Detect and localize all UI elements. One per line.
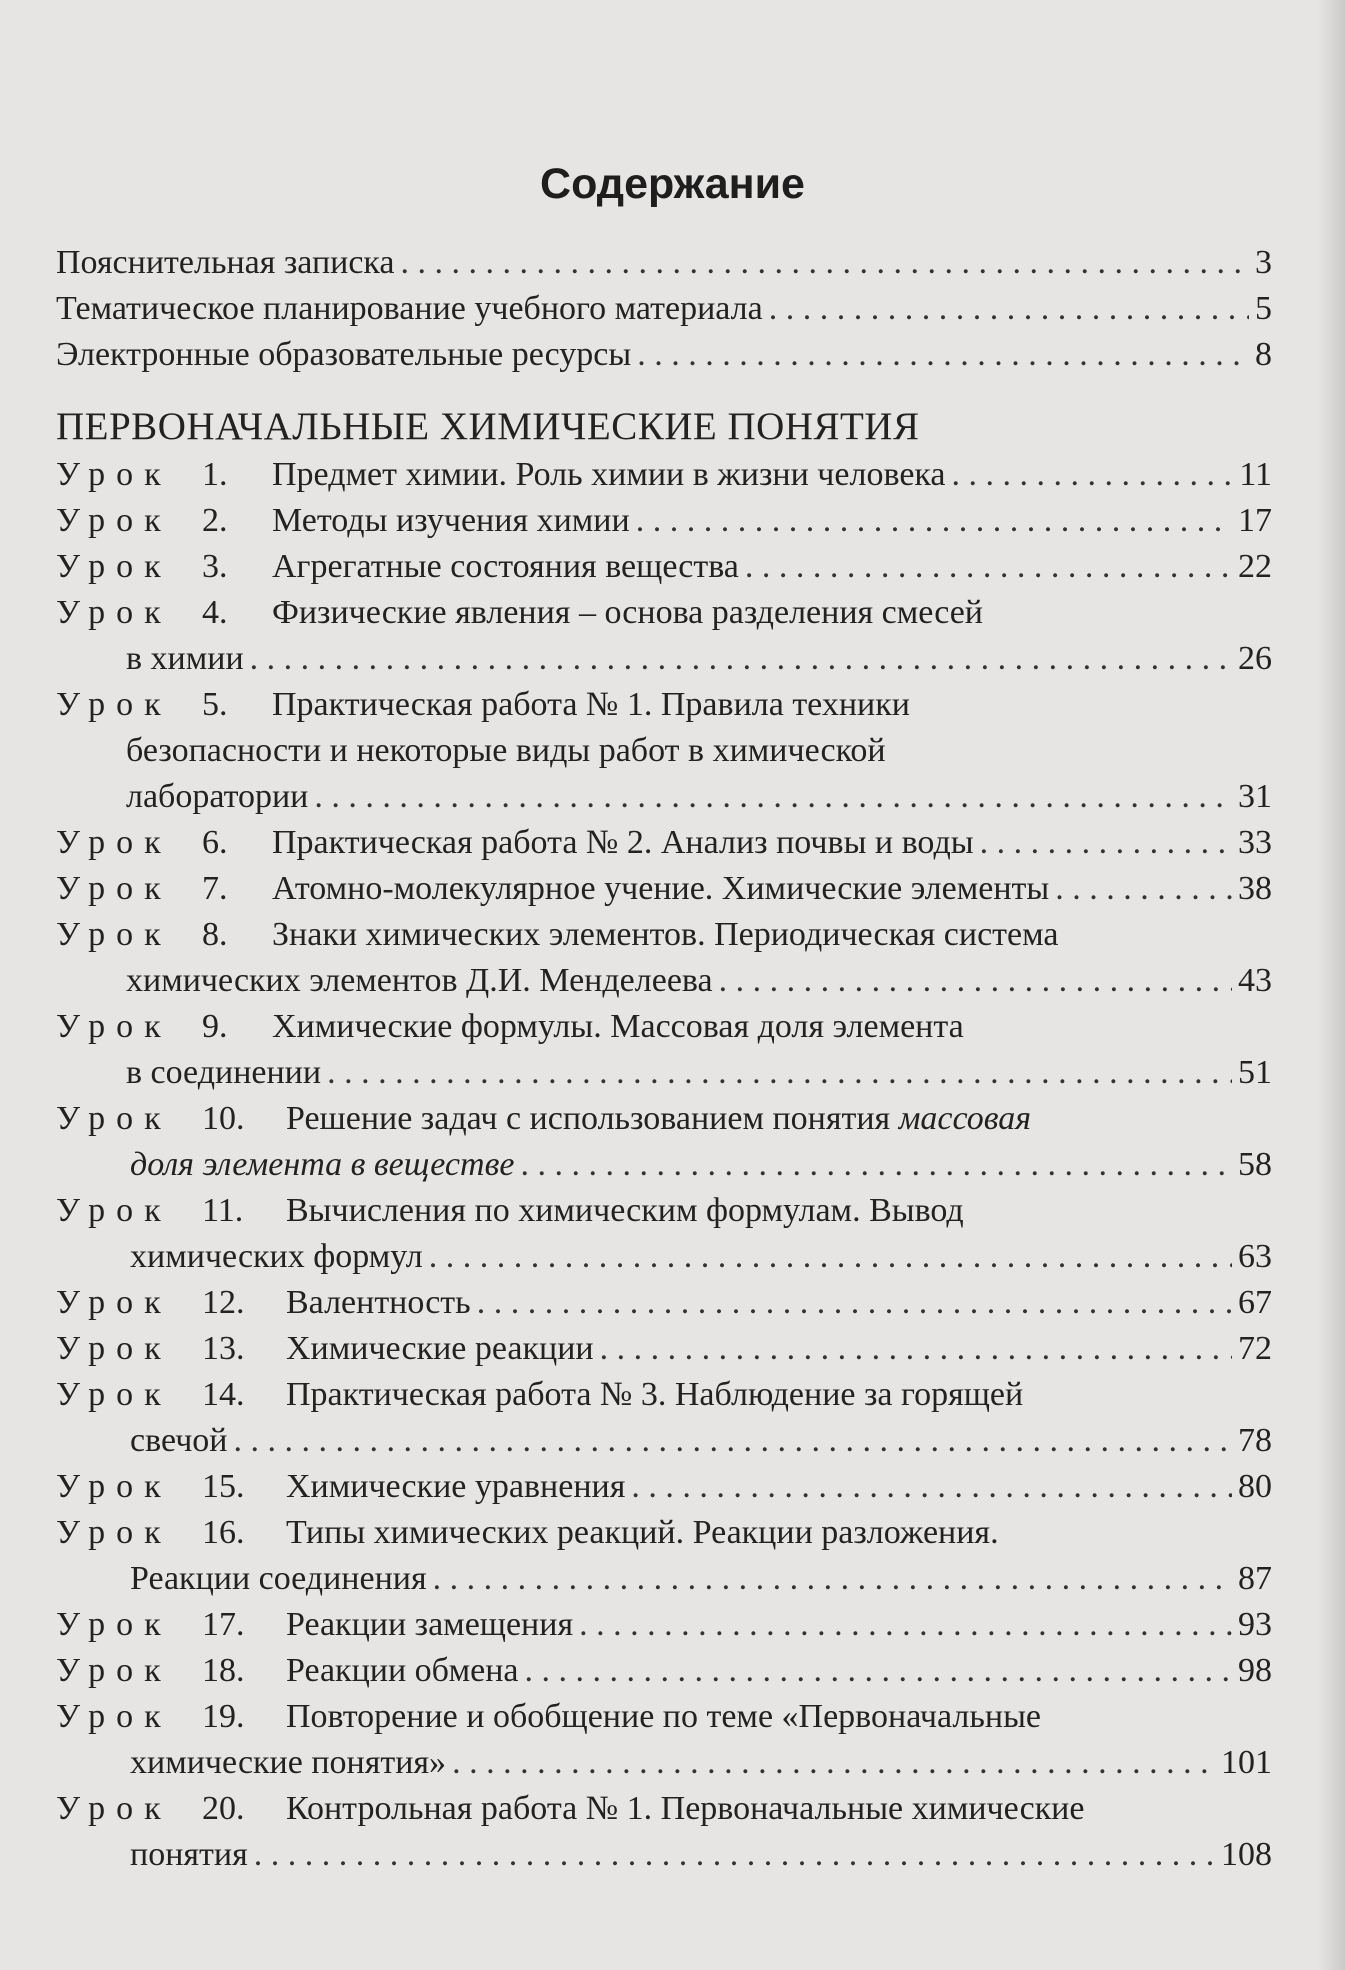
lesson-number: 3. bbox=[202, 548, 228, 585]
lesson-number: 17. bbox=[202, 1606, 245, 1643]
lesson-title: Контрольная работа № 1. Первоначальные химические bbox=[286, 1790, 1085, 1827]
lesson-word: Урок bbox=[56, 456, 172, 493]
toc-entry-lesson bbox=[56, 682, 1272, 820]
page-edge-shadow bbox=[1317, 0, 1345, 1970]
lesson-word: Урок bbox=[56, 870, 172, 907]
toc-entry-lesson bbox=[56, 1694, 1272, 1786]
page-number: 87 bbox=[1238, 1560, 1272, 1597]
toc-entry-lesson bbox=[56, 912, 1272, 1004]
lesson-word: Урок bbox=[56, 1468, 172, 1505]
lesson-word: Урок bbox=[56, 1606, 172, 1643]
toc-entry-lesson bbox=[56, 1510, 1272, 1602]
leader-dots bbox=[520, 1142, 1232, 1188]
page-number: 58 bbox=[1238, 1146, 1272, 1183]
page-number: 67 bbox=[1238, 1284, 1272, 1321]
leader-dots bbox=[477, 1280, 1232, 1326]
page-number: 38 bbox=[1238, 870, 1272, 907]
page-number: 33 bbox=[1238, 824, 1272, 861]
leader-dots bbox=[719, 958, 1232, 1004]
lesson-title: Типы химических реакций. Реакции разложения. bbox=[286, 1514, 999, 1551]
toc-entry-intro-1 bbox=[56, 240, 1272, 286]
leader-dots bbox=[636, 498, 1232, 544]
lesson-number: 8. bbox=[202, 916, 228, 953]
lesson-title: Валентность bbox=[286, 1284, 471, 1321]
leader-dots bbox=[631, 1464, 1232, 1510]
page-number: 72 bbox=[1238, 1330, 1272, 1367]
page-number: 93 bbox=[1238, 1606, 1272, 1643]
lesson-word: Урок bbox=[56, 1284, 172, 1321]
leader-dots bbox=[952, 452, 1234, 498]
toc-entry-lesson bbox=[56, 1786, 1272, 1878]
leader-dots bbox=[314, 774, 1232, 820]
lesson-word: Урок bbox=[56, 548, 172, 585]
lesson-number: 20. bbox=[202, 1790, 245, 1827]
page-number: 11 bbox=[1239, 456, 1272, 493]
lesson-number: 12. bbox=[202, 1284, 245, 1321]
lesson-word: Урок bbox=[56, 824, 172, 861]
toc-entry-text: Тематическое планирование учебного материала bbox=[56, 290, 763, 327]
leader-dots bbox=[980, 820, 1232, 866]
lesson-title-italic-continued: доля элемента в веществе bbox=[130, 1146, 515, 1183]
toc-entry-text: Пояснительная записка bbox=[56, 244, 395, 281]
toc-entry-lesson bbox=[56, 590, 1272, 682]
section-heading: ПЕРВОНАЧАЛЬНЫЕ ХИМИЧЕСКИЕ ПОНЯТИЯ bbox=[56, 405, 920, 448]
page-number: 3 bbox=[1255, 244, 1272, 281]
leader-dots bbox=[433, 1556, 1232, 1602]
page-number: 78 bbox=[1238, 1422, 1272, 1459]
lesson-title-continued: химических формул bbox=[130, 1238, 423, 1275]
lesson-title-continued: понятия bbox=[130, 1836, 248, 1873]
lesson-title-continued: лаборатории bbox=[126, 778, 309, 815]
lesson-number: 10. bbox=[202, 1100, 245, 1137]
lesson-number: 4. bbox=[202, 594, 228, 631]
toc-entry-text: Электронные образовательные ресурсы bbox=[56, 336, 632, 373]
lesson-number: 5. bbox=[202, 686, 228, 723]
leader-dots bbox=[401, 240, 1249, 286]
lesson-title: Решение задач с использованием понятия bbox=[286, 1100, 891, 1137]
lesson-number: 15. bbox=[202, 1468, 245, 1505]
page-number: 22 bbox=[1238, 548, 1272, 585]
leader-dots bbox=[254, 1832, 1215, 1878]
toc-entry-lesson bbox=[56, 1648, 1272, 1694]
lesson-title-continued: химических элементов Д.И. Менделеева bbox=[126, 962, 713, 999]
lesson-word: Урок bbox=[56, 916, 172, 953]
page-number: 5 bbox=[1255, 290, 1272, 327]
leader-dots bbox=[1055, 866, 1232, 912]
leader-dots bbox=[452, 1740, 1215, 1786]
toc-entry-intro-3 bbox=[56, 332, 1272, 378]
lesson-title-continued: химические понятия» bbox=[130, 1744, 447, 1781]
lesson-title: Химические формулы. Массовая доля элемента bbox=[272, 1008, 964, 1045]
lesson-number: 19. bbox=[202, 1698, 245, 1735]
toc-entry-lesson bbox=[56, 452, 1272, 498]
table-of-contents bbox=[56, 240, 1272, 1878]
lesson-title-continued: свечой bbox=[130, 1422, 228, 1459]
lesson-number: 7. bbox=[202, 870, 228, 907]
lesson-number: 13. bbox=[202, 1330, 245, 1367]
toc-entry-intro-2 bbox=[56, 286, 1272, 332]
toc-entry-lesson bbox=[56, 1280, 1272, 1326]
lesson-title: Атомно-молекулярное учение. Химические элементы bbox=[272, 870, 1050, 907]
lesson-title-continued: Реакции соединения bbox=[130, 1560, 427, 1597]
toc-entry-lesson bbox=[56, 866, 1272, 912]
lesson-word: Урок bbox=[56, 1652, 172, 1689]
lesson-title: Агрегатные состояния вещества bbox=[272, 548, 739, 585]
page-number: 108 bbox=[1221, 1836, 1272, 1873]
leader-dots bbox=[233, 1418, 1232, 1464]
lesson-number: 11. bbox=[202, 1192, 244, 1229]
page-number: 51 bbox=[1238, 1054, 1272, 1091]
lesson-number: 16. bbox=[202, 1514, 245, 1551]
toc-entry-lesson bbox=[56, 1096, 1272, 1188]
lesson-title-continued: в химии bbox=[126, 640, 244, 677]
lesson-title: Методы изучения химии bbox=[272, 502, 630, 539]
page-number: 63 bbox=[1238, 1238, 1272, 1275]
lesson-word: Урок bbox=[56, 1192, 172, 1229]
leader-dots bbox=[327, 1050, 1232, 1096]
toc-entry-lesson bbox=[56, 544, 1272, 590]
lesson-number: 2. bbox=[202, 502, 228, 539]
lesson-title: Химические уравнения bbox=[286, 1468, 626, 1505]
lesson-word: Урок bbox=[56, 1790, 172, 1827]
lesson-word: Урок bbox=[56, 502, 172, 539]
toc-entry-lesson bbox=[56, 1004, 1272, 1096]
toc-entry-lesson bbox=[56, 1464, 1272, 1510]
lesson-word: Урок bbox=[56, 686, 172, 723]
toc-entry-lesson bbox=[56, 1372, 1272, 1464]
page-number: 80 bbox=[1238, 1468, 1272, 1505]
lesson-title: Повторение и обобщение по теме «Первоначальные bbox=[286, 1698, 1042, 1735]
leader-dots bbox=[429, 1234, 1232, 1280]
lesson-word: Урок bbox=[56, 1514, 172, 1551]
lesson-word: Урок bbox=[56, 1330, 172, 1367]
page-number: 8 bbox=[1255, 336, 1272, 373]
lesson-title: Вычисления по химическим формулам. Вывод bbox=[286, 1192, 964, 1229]
lesson-word: Урок bbox=[56, 1100, 172, 1137]
lesson-list bbox=[56, 452, 1272, 1878]
lesson-title-continued: безопасности и некоторые виды работ в химической bbox=[126, 732, 886, 769]
lesson-number: 14. bbox=[202, 1376, 245, 1413]
leader-dots bbox=[250, 636, 1232, 682]
leader-dots bbox=[745, 544, 1232, 590]
page-number: 101 bbox=[1221, 1744, 1272, 1781]
lesson-title: Предмет химии. Роль химии в жизни человека bbox=[272, 456, 946, 493]
lesson-word: Урок bbox=[56, 594, 172, 631]
leader-dots bbox=[525, 1648, 1232, 1694]
leader-dots bbox=[637, 332, 1249, 378]
lesson-title: Реакции замещения bbox=[286, 1606, 574, 1643]
page-title: Содержание bbox=[540, 160, 805, 208]
leader-dots bbox=[579, 1602, 1232, 1648]
lesson-title: Реакции обмена bbox=[286, 1652, 519, 1689]
leader-dots bbox=[600, 1326, 1232, 1372]
lesson-title: Практическая работа № 3. Наблюдение за горящей bbox=[286, 1376, 1024, 1413]
lesson-word: Урок bbox=[56, 1008, 172, 1045]
page-number: 17 bbox=[1238, 502, 1272, 539]
lesson-title: Знаки химических элементов. Периодическая система bbox=[272, 916, 1059, 953]
lesson-title-continued: в соединении bbox=[126, 1054, 322, 1091]
lesson-number: 9. bbox=[202, 1008, 228, 1045]
page-number: 26 bbox=[1238, 640, 1272, 677]
lesson-number: 18. bbox=[202, 1652, 245, 1689]
toc-entry-lesson bbox=[56, 1188, 1272, 1280]
lesson-word: Урок bbox=[56, 1698, 172, 1735]
lesson-number: 1. bbox=[202, 456, 228, 493]
page-number: 98 bbox=[1238, 1652, 1272, 1689]
lesson-title-italic: массовая bbox=[898, 1100, 1032, 1137]
toc-entry-lesson bbox=[56, 498, 1272, 544]
toc-entry-lesson bbox=[56, 1602, 1272, 1648]
lesson-number: 6. bbox=[202, 824, 228, 861]
page-number: 43 bbox=[1238, 962, 1272, 999]
page-number: 31 bbox=[1238, 778, 1272, 815]
lesson-title: Физические явления – основа разделения смесей bbox=[272, 594, 983, 631]
toc-entry-lesson bbox=[56, 1326, 1272, 1372]
lesson-title: Практическая работа № 2. Анализ почвы и воды bbox=[272, 824, 974, 861]
lesson-title: Практическая работа № 1. Правила техники bbox=[272, 686, 910, 723]
toc-entry-lesson bbox=[56, 820, 1272, 866]
lesson-word: Урок bbox=[56, 1376, 172, 1413]
leader-dots bbox=[769, 286, 1249, 332]
lesson-title: Химические реакции bbox=[286, 1330, 594, 1367]
